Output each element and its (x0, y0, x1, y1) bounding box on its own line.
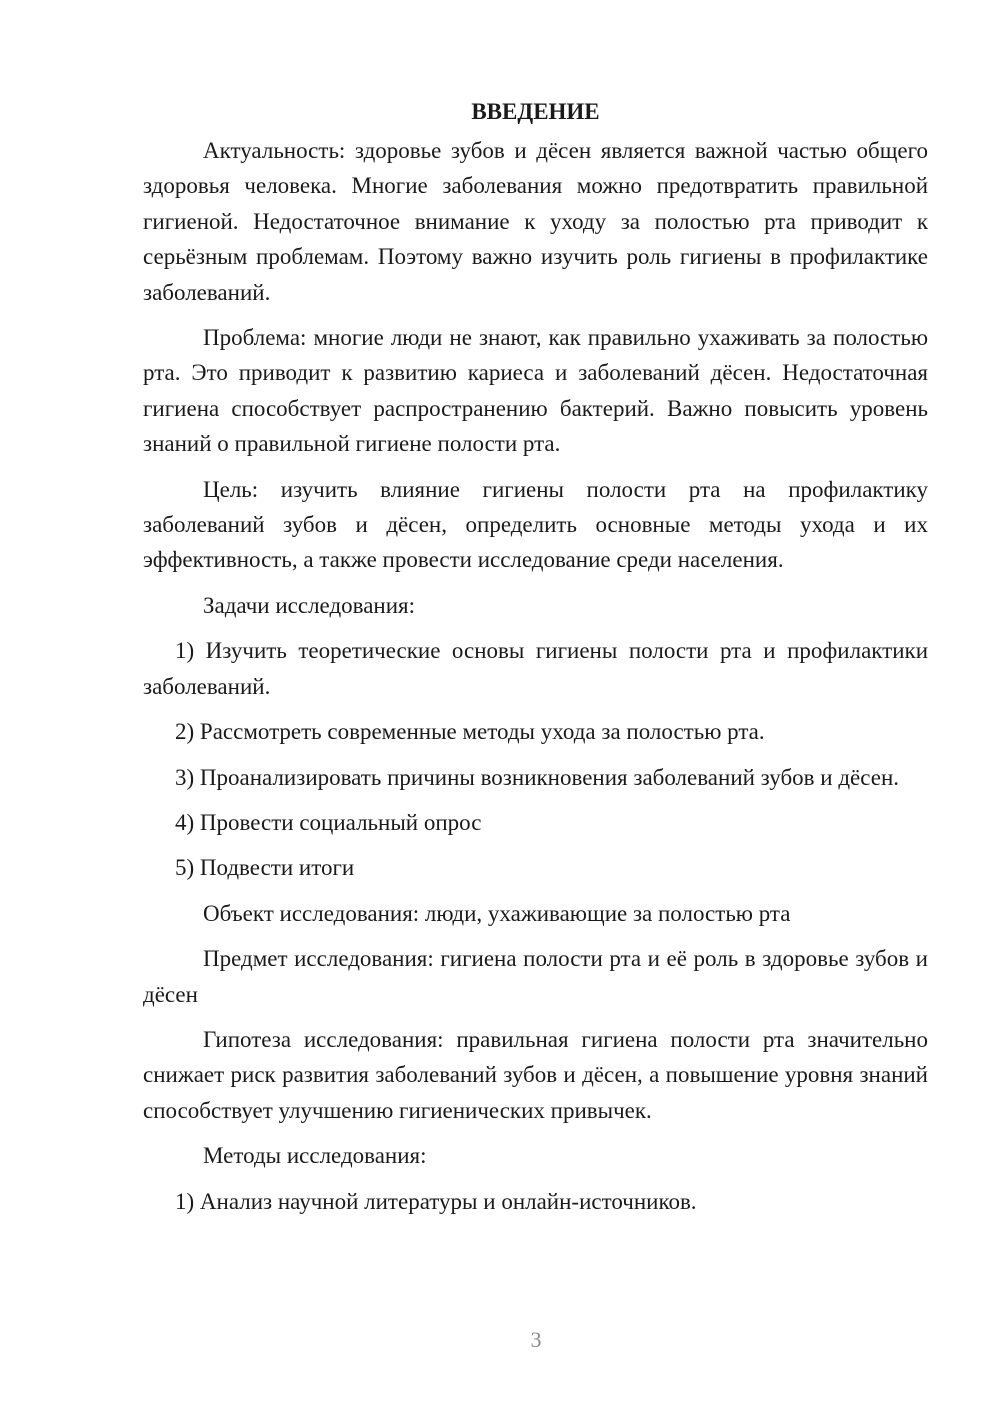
relevance-paragraph: Актуальность: здоровье зубов и дёсен является важной частью общего здоровья человека. Многие заболевания можно предотвратить правильной гигиеной. Недостаточное внимание к уходу за полостью рта приводит к серьёзным проблемам. Поэтому важно изучить роль гигиены в профилактике заболеваний. (143, 138, 928, 305)
goal-paragraph: Цель: изучить влияние гигиены полости рта на профилактику заболеваний зубов и дёсен, определить основные методы ухода и их эффективность, а также провести исследование среди населения. (143, 476, 928, 573)
task-item-5: 5) Подвести итоги (175, 855, 355, 881)
subject-paragraph: Предмет исследования: гигиена полости рта и её роль в здоровье зубов и дёсен (143, 946, 928, 1007)
method-item-1: 1) Анализ научной литературы и онлайн-источников. (175, 1188, 697, 1214)
problem-paragraph: Проблема: многие люди не знают, как правильно ухаживать за полостью рта. Это приводит к развитию кариеса и заболеваний дёсен. Недостаточная гигиена способствует распространению бактерий. Важно повысить уровень знаний о правильной гигиене полости рта. (143, 325, 928, 457)
object-paragraph: Объект исследования: люди, ухаживающие за полостью рта (203, 900, 791, 926)
task-item-1: 1) Изучить теоретические основы гигиены полости рта и профилактики заболеваний. (143, 638, 928, 699)
hypothesis-paragraph: Гипотеза исследования: правильная гигиена полости рта значительно снижает риск развития заболеваний зубов и дёсен, а повышение уровня знаний способствует улучшению гигиенических привычек. (143, 1026, 928, 1123)
page-number: 3 (530, 1327, 542, 1352)
section-title: ВВЕДЕНИЕ (471, 99, 600, 124)
task-item-2: 2) Рассмотреть современные методы ухода за полостью рта. (175, 719, 765, 745)
task-item-4: 4) Провести социальный опрос (175, 809, 482, 835)
tasks-heading: Задачи исследования: (203, 592, 416, 618)
document-page (143, 94, 928, 1229)
methods-heading: Методы исследования: (203, 1143, 427, 1169)
task-item-3: 3) Проанализировать причины возникновения заболеваний зубов и дёсен. (175, 764, 900, 790)
